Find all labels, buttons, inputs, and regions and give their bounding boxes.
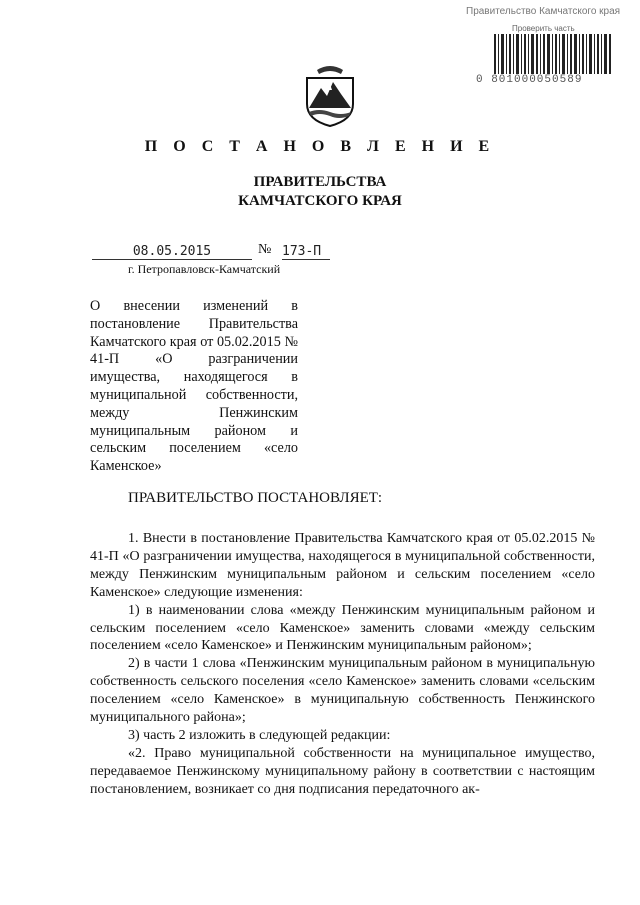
paragraph-1-1: 1) в наименовании слова «между Пенжинским муниципальным районом и сельским поселением «село Каменское» заменить словами «между сельским поселением «село Каменское» и Пенжинским муниципальным районом»; — [90, 602, 595, 654]
resolves-heading: ПРАВИТЕЛЬСТВО ПОСТАНОВЛЯЕТ: — [128, 490, 383, 506]
document-number-label: № — [258, 242, 272, 257]
document-title: П О С Т А Н О В Л Е Н И Е — [144, 138, 496, 155]
paragraph-1: 1. Внести в постановление Правительства Камчатского края от 05.02.2015 № 41-П «О разграничении имущества, находящегося в муниципальной собственности, между Пенжинским муниципальным районом и сельским поселением «село Каменское» следующие изменения: — [90, 531, 595, 600]
document-number: 173-П — [282, 244, 330, 260]
document-city: г. Петропавловск-Камчатский — [128, 262, 281, 276]
document-body — [90, 530, 595, 799]
barcode — [476, 22, 612, 86]
paragraph-1-3: 3) часть 2 изложить в следующей редакции: — [128, 727, 391, 743]
issuing-authority: ПРАВИТЕЛЬСТВА КАМЧАТСКОГО КРАЯ — [238, 174, 402, 209]
document-date: 08.05.2015 — [92, 244, 252, 260]
barcode-note: Проверить часть — [512, 24, 575, 33]
paragraph-quote: «2. Право муниципальной собственности на муниципальное имущество, передаваемое Пенжинскому муниципальному району в соответствии с настоящим постановлением, возникает со дня подписания передаточного ак- — [90, 745, 595, 797]
paragraph-1-2: 2) в части 1 слова «Пенжинским муниципальным районом в муниципальную собственность сельского поселения «село Каменское» заменить словами «сельским поселением «село Каменское» в муниципальную собственность Пенжинского муниципального района»; — [90, 656, 595, 726]
coat-of-arms-emblem — [303, 64, 357, 128]
barcode-digits: 0 801000050589 — [476, 74, 583, 86]
header-stamp-text: Правительство Камчатского края — [466, 6, 621, 17]
document-subject: О внесении изменений в постановление Правительства Камчатского края от 05.02.2015 № 41-П «О разграничении имущества, находящегося в муниципальной собственности, между Пенжинским муниципальным районом и сельским поселением «село Каменское» — [90, 298, 298, 475]
